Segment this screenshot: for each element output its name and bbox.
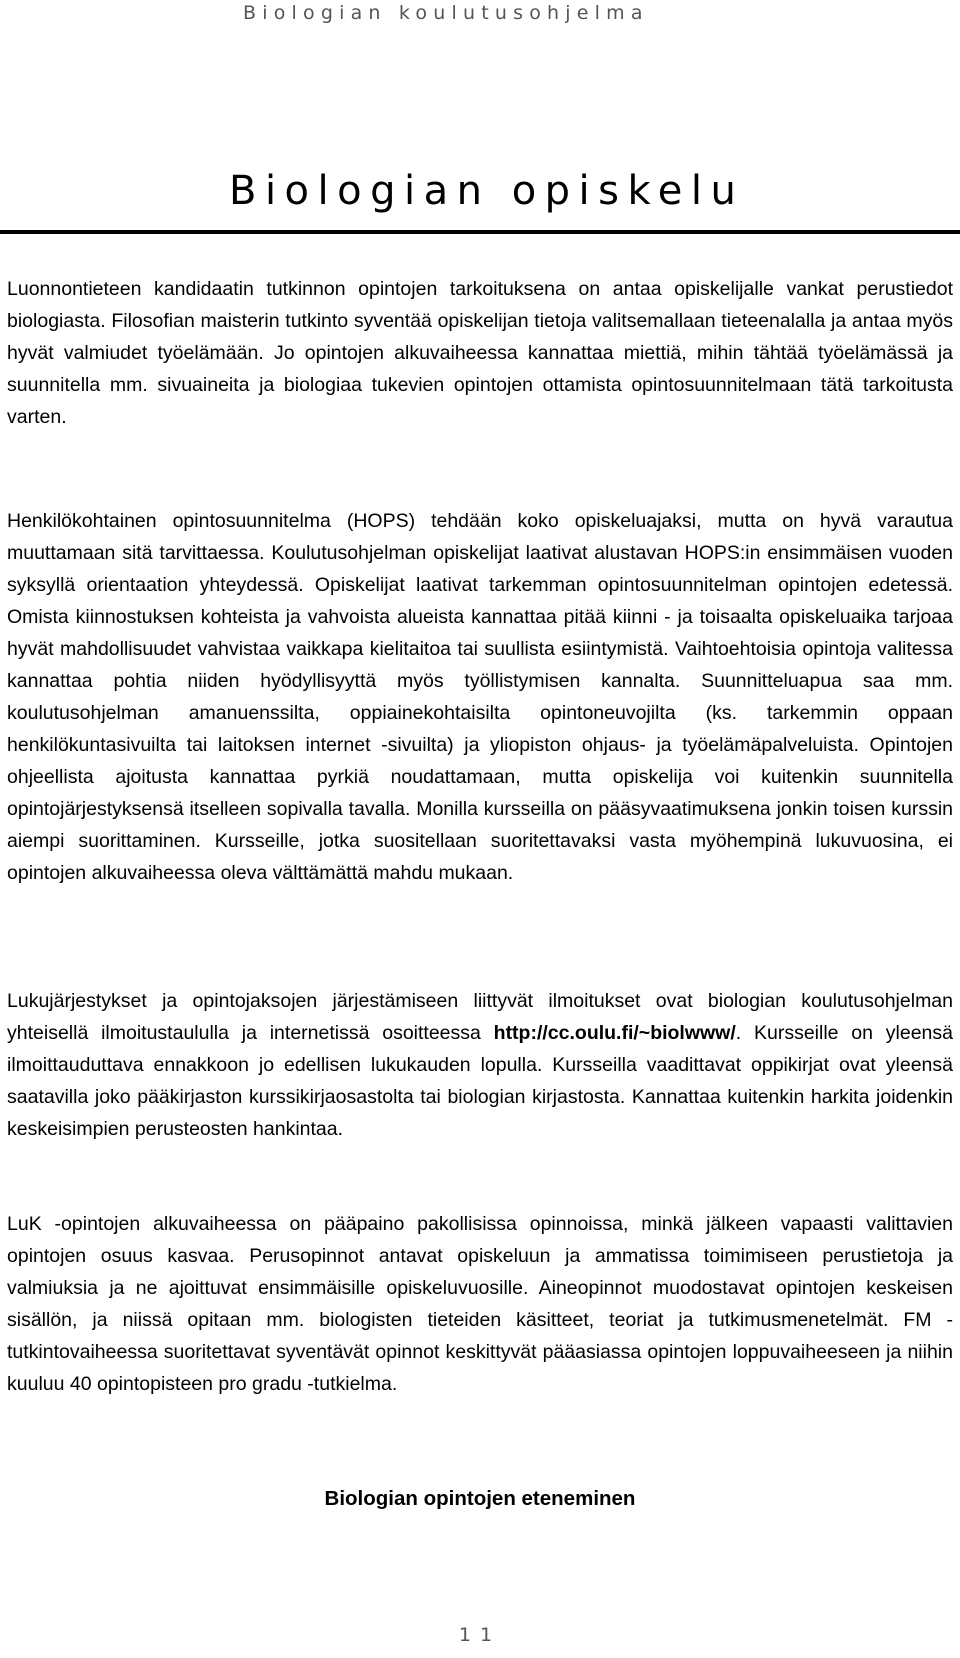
paragraph-study-goals: Luonnontieteen kandidaatin tutkinnon opintojen tarkoituksena on antaa opiskelijalle vankat perustiedot biologiasta. Filosofian maisterin tutkinto syventää opiskelijan tietoja valitsemallaan tieteenalalla ja antaa myös hyvät valmiudet työelämään. Jo opintojen alkuvaiheessa kannattaa miettiä, mihin tähtää työelämässä ja suunnitella mm. sivuaineita ja biologiaa tukevien opintojen ottamista opintosuunnitelmaan tätä tarkoitusta varten. (7, 278, 953, 428)
chapter-title: Biologian opiskelu (229, 168, 745, 214)
paragraph-timetables-rest: . Kursseille on yleensä ilmoittauduttava ennakkoon jo edellisen lukukauden lopulla. Kursseilla vaadittavat oppikirjat ovat yleensä saatavilla joko pääkirjaston kurssikirjaosastolta tai biologian kirjastosta. Kannattaa kuitenkin harkita joidenkin keskeisimpien perusteosten hankintaa. (7, 1022, 953, 1140)
section-heading: Biologian opintojen eteneminen (324, 1487, 636, 1510)
title-divider (0, 230, 960, 234)
running-header: Biologian koulutusohjelma (243, 2, 649, 24)
biology-website-link[interactable]: http://cc.oulu.fi/~biolwww/ (493, 1022, 736, 1044)
paragraph-degree-structure: LuK -opintojen alkuvaiheessa on pääpaino pakollisissa opinnoissa, minkä jälkeen vapaasti valittavien opintojen osuus kasvaa. Perusopinnot antavat opiskeluun ja ammatissa toimimiseen perustietoja ja valmiuksia ja ne ajoittuvat ensimmäisille opiskeluvuosille. Aineopinnot muodostavat opintojen keskeisen sisällön, ja niissä opitaan mm. biologisten tieteiden käsitteet, teoriat ja tutkimusmenetelmät. FM - tutkintovaiheessa suoritettavat syventävät opinnot keskittyvät pääasiassa opintojen loppuvaiheeseen ja niihin kuuluu 40 opintopisteen pro gradu -tutkielma. (7, 1213, 953, 1395)
paragraph-timetables (7, 985, 953, 1145)
paragraph-hops: Henkilökohtainen opintosuunnitelma (HOPS) tehdään koko opiskeluajaksi, mutta on hyvä varautua muuttamaan sitä tarvittaessa. Koulutusohjelman opiskelijat laativat alustavan HOPS:in ensimmäisen vuoden syksyllä orientaation yhteydessä. Opiskelijat laativat tarkemman opintosuunnitelman opintojen edetessä. Omista kiinnostuksen kohteista ja vahvoista alueista kannattaa pitää kiinni - ja toisaalta opiskeluaika tarjoaa hyvät mahdollisuudet vahvistaa vaikkapa kielitaitoa tai suullista esiintymistä. Vaihtoehtoisia opintoja valitessa kannattaa pohtia niiden hyödyllisyyttä myös työllistymisen kannalta. Suunnitteluapua saa mm. koulutusohjelman amanuenssilta, oppiainekohtaisilta opintoneuvojilta (ks. tarkemmin oppaan henkilökuntasivuilta tai laitoksen internet -sivuilta) ja yliopiston ohjaus- ja työelämäpalveluista. Opintojen ohjeellista ajoitusta kannattaa pyrkiä noudattamaan, mutta opiskelija voi kuitenkin suunnitella opintojärjestyksensä itselleen sopivalla tavalla. Monilla kursseilla on pääsyvaatimuksena jonkin toisen kurssin aiempi suorittaminen. Kursseille, jotka suositellaan suoritettavaksi vasta myöhempinä lukuvuosina, ei opintojen alkuvaiheessa oleva välttämättä mahdu mukaan. (7, 510, 953, 884)
paragraph-timetables-intro: Lukujärjestykset ja opintojaksojen järjestämiseen liittyvät ilmoitukset ovat biologian koulutusohjelman yhteisellä ilmoitustaululla ja internetissä osoitteessa (7, 990, 953, 1044)
page-number: 11 (458, 1624, 502, 1646)
